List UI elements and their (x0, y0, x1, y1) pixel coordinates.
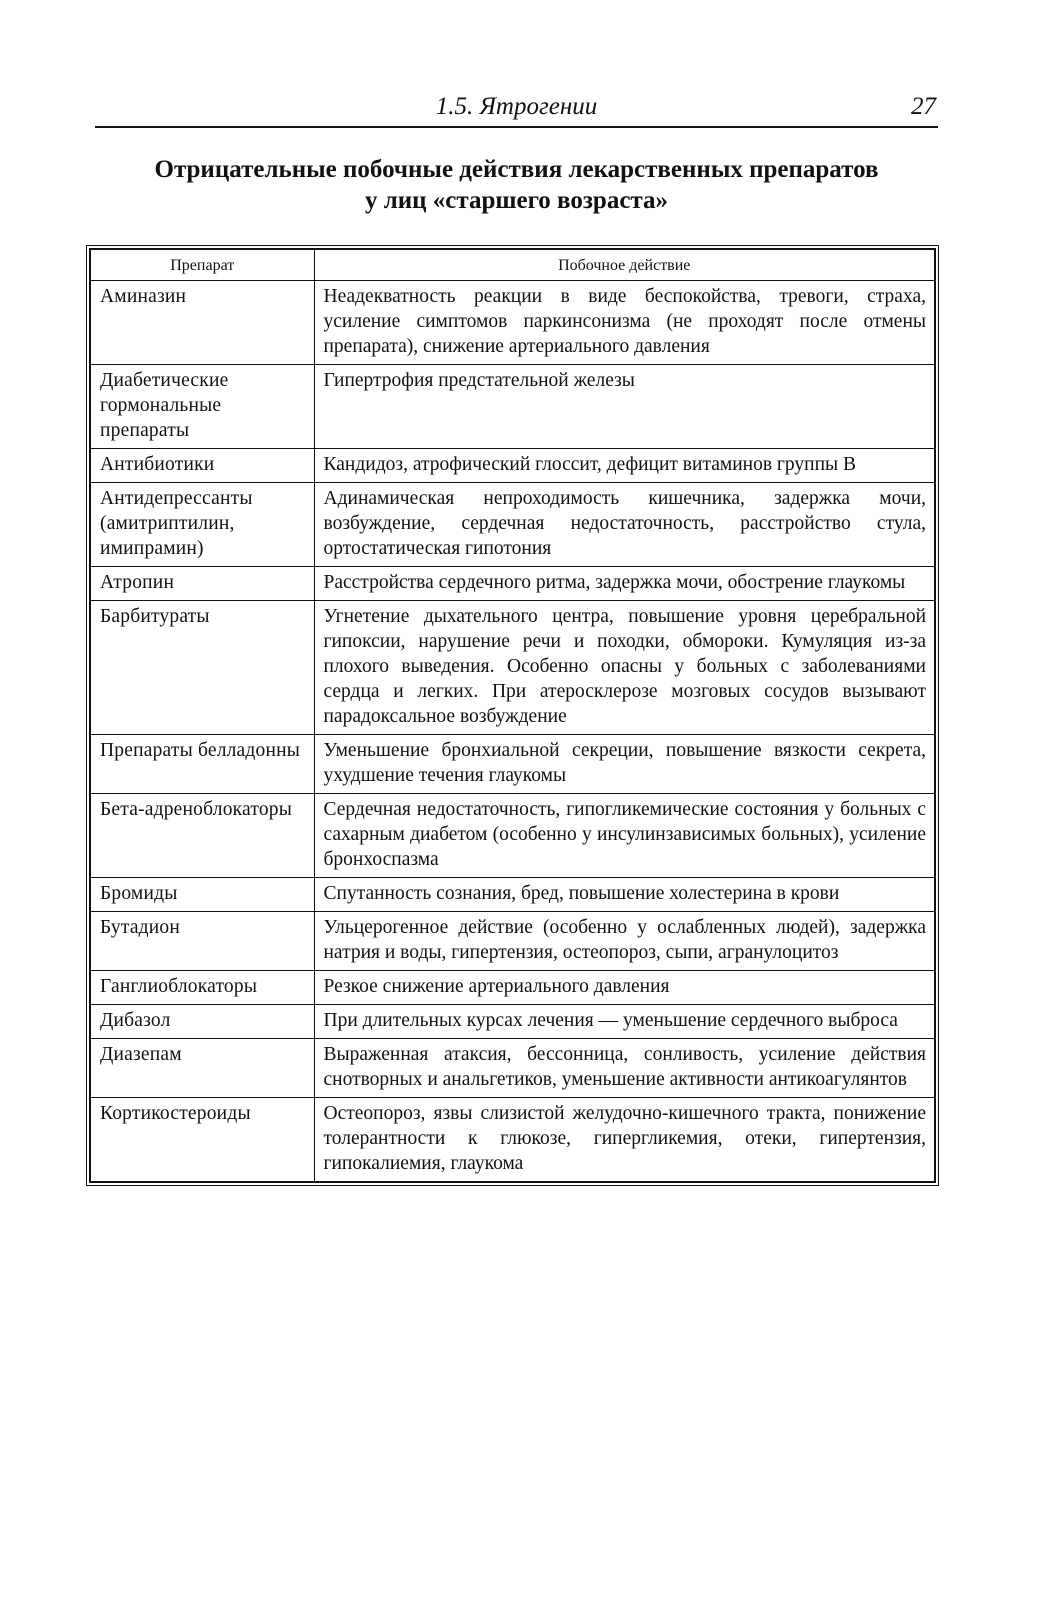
table-row (90, 735, 935, 794)
effect-cell: Гипертрофия предстательной железы (314, 365, 935, 449)
page-number: 27 (911, 93, 936, 120)
table-row (90, 878, 935, 912)
effect-cell: Угнетение дыхательного центра, повышение уровня церебральной гипоксии, нарушение речи и походки, обмороки. Кумуляция из-за плохого выведения. Особенно опасны у больных с заболеваниями сердца и легких. При атеросклерозе мозговых сосудов вызывают парадоксальное возбуждение (314, 601, 935, 735)
table-title-line-2: у лиц «старшего возраста» (364, 187, 669, 214)
drug-cell: Препараты белладонны (90, 735, 314, 794)
drug-cell: Бета-адреноблокаторы (90, 794, 314, 878)
effect-cell: Остеопороз, язвы слизистой желудочно-кишечного тракта, понижение толерантности к глюкозе, гипергликемия, отеки, гипертензия, гипокалиемия, глаукома (314, 1098, 935, 1183)
drug-cell: Аминазин (90, 281, 314, 365)
drug-cell: Дибазол (90, 1005, 314, 1039)
section-title: 1.5. Ятрогении (435, 93, 598, 120)
drug-cell: Барбитураты (90, 601, 314, 735)
effect-cell: Уменьшение бронхиальной секреции, повышение вязкости секрета, ухудшение течения глаукомы (314, 735, 935, 794)
table-row (90, 794, 935, 878)
side-effects-table (89, 248, 936, 1183)
drug-cell: Антибиотики (90, 449, 314, 483)
drug-cell: Ганглиоблокаторы (90, 971, 314, 1005)
table-row (90, 971, 935, 1005)
effect-cell: Адинамическая непроходимость кишечника, задержка мочи, возбуждение, сердечная недостаточность, расстройство стула, ортостатическая гипотония (314, 483, 935, 567)
table-row (90, 1039, 935, 1098)
drug-cell: Атропин (90, 567, 314, 601)
drug-cell: Антидепрессанты (амитриптилин, имипрамин) (90, 483, 314, 567)
effect-cell: Неадекватность реакции в виде беспокойства, тревоги, страха, усиление симптомов паркинсонизма (не проходят после отмены препарата), снижение артериального давления (314, 281, 935, 365)
table-row (90, 483, 935, 567)
table-title-line-1: Отрицательные побочные действия лекарственных препаратов (154, 156, 879, 183)
effect-cell: Кандидоз, атрофический глоссит, дефицит витаминов группы В (314, 449, 935, 483)
effect-cell: Резкое снижение артериального давления (314, 971, 935, 1005)
effect-cell: Расстройства сердечного ритма, задержка мочи, обострение глаукомы (314, 567, 935, 601)
column-header-effect: Побочное действие (314, 249, 935, 281)
table-row (90, 1005, 935, 1039)
table-row (90, 1098, 935, 1183)
drug-cell: Бромиды (90, 878, 314, 912)
drug-cell: Диазепам (90, 1039, 314, 1098)
effect-cell: Спутанность сознания, бред, повышение холестерина в крови (314, 878, 935, 912)
table-row (90, 449, 935, 483)
table-row (90, 281, 935, 365)
effect-cell: При длительных курсах лечения — уменьшение сердечного выброса (314, 1005, 935, 1039)
effect-cell: Сердечная недостаточность, гипогликемические состояния у больных с сахарным диабетом (особенно у инсулинзависимых больных), усиление бронхоспазма (314, 794, 935, 878)
effect-cell: Выраженная атаксия, бессонница, сонливость, усиление действия снотворных и анальгетиков, уменьшение активности антикоагулянтов (314, 1039, 935, 1098)
table-row (90, 912, 935, 971)
drug-cell: Кортикостероиды (90, 1098, 314, 1183)
effect-cell: Ульцерогенное действие (особенно у ослабленных людей), задержка натрия и воды, гипертензия, остеопороз, сыпи, агранулоцитоз (314, 912, 935, 971)
table-row (90, 365, 935, 449)
drug-cell: Бутадион (90, 912, 314, 971)
drug-cell: Диабетические гормональные препараты (90, 365, 314, 449)
table-header-row (90, 249, 935, 281)
table-row (90, 601, 935, 735)
running-header (95, 92, 938, 128)
table-title (95, 154, 938, 216)
column-header-drug: Препарат (90, 249, 314, 281)
table-row (90, 567, 935, 601)
